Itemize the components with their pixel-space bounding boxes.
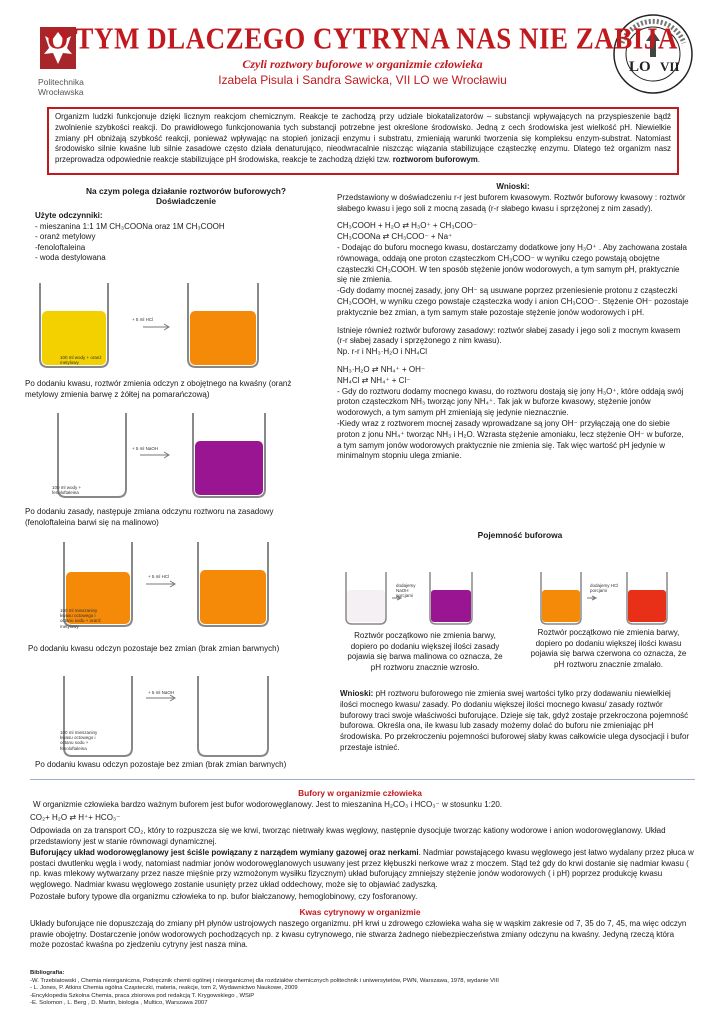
politechnika-name-1: Politechnika [38, 77, 84, 87]
equation-4: NH₄Cl ⇄ NH₄⁺ + Cl⁻ [337, 375, 411, 385]
intro-bold: roztworom buforowym [392, 155, 478, 165]
bufory-p1: Odpowiada on za transport CO₂, który to rozpuszcza się we krwi, tworząc nietrwały kwas węglowy, następnie dysocjuje tworząc kationy wodorowe i anion wodorowęglanowy. Układ przedstawiony jest w stanie równowagi dynamicznej. [30, 826, 666, 846]
section-divider [30, 779, 695, 780]
bufory-p2-bold: Buforujący układ wodorowęglanowy jest ściśle powiązany z narządem wymiany gazowej oraz nerkami [30, 848, 419, 857]
exp2-arrow-label: + 5 ml NaOH [132, 446, 159, 451]
exp4-caption: Po dodaniu kwasu odczyn pozostaje bez zmian (brak zmian barwnych) [35, 760, 287, 769]
wnioski-2-title: Wnioski: [340, 689, 374, 698]
wnioski-2 [340, 689, 690, 754]
bibliography-title: Bibliografia: [30, 970, 65, 976]
bufory-p2 [30, 848, 695, 890]
reagents-list [35, 211, 335, 264]
intro-box [47, 107, 679, 175]
capacity-label-left: dodajemy NaOH porcjami [396, 583, 416, 599]
wnioski-p3: -Gdy dodamy mocnej zasady, jony OH⁻ są usuwane poprzez przeniesienie protonu z cząsteczki CH₃COOH, w wyniku czego powstaje cząsteczka wody i anion CH₃COO⁻. Stężenie OH⁻ pozostaje praktycznie bez zmian, a tym samym stałe pozostaje stężenie jonów wodorowych i pH. [337, 286, 689, 317]
pojemnosc-title: Pojemność buforowa [477, 530, 563, 540]
wnioski-2-text: pH roztworu buforowego nie zmienia swej wartości tylko przy dodawaniu niewielkiej ilości mocnego kwasu/ zasady. Po dodaniu większej ilości mocnego kwasu/ zasady roztwór buforowy traci swoje właściwości buforujące. Dzieje się tak, gdyż zostaje przekroczona pojemność buforowa. Określa ona, ile kwasu lub zasady możemy dolać do buforu nie zmieniając pH środowiska. Po przekroczeniu pojemności buforowej słaby kwas całkowicie ulega dysocjacji i bufor przestaje istnieć. [340, 689, 690, 752]
exp1-beaker-label: 100 ml wody + oranż metylowy [60, 355, 102, 366]
bibliography-item: -E. Solomon , L. Berg , D. Martin, biologia , Multico, Warszawa 2007 [30, 1000, 208, 1006]
exp4-arrow-label: + 5 ml NaOH [148, 690, 175, 695]
svg-text:VII: VII [660, 59, 680, 74]
bibliography-item: -Encyklopedia Szkolna Chemia, praca zbiorowa pod redakcją T. Krygowskiego , WSiP [30, 992, 255, 999]
bibliography-item: -W. Trzebiatowski , Chemia nieorganiczna, Podręcznik chemii ogólnej i nieorganicznej dla rozdziałów chemicznych politechnik i uniwersytetów, PWN, Warszawa, 1978, wydanie VIII [30, 977, 499, 984]
exp2-caption: Po dodaniu zasady, następuje zmiana odczynu roztworu na zasadowy (fenoloftaleina barwi się na malinowo) [25, 507, 274, 527]
equation-1: CH₃COOH + H₂O ⇄ H₃O⁺ + CH₃COO⁻ [337, 221, 478, 231]
bufory-title: Bufory w organizmie człowieka [298, 788, 422, 798]
poster-subtitle: Czyli roztwory buforowe w organizmie człowieka [242, 57, 483, 71]
reagent-2: - oranż metylowy [35, 232, 96, 242]
reagent-1: - mieszanina 1:1 1M CH₃COONa oraz 1M CH₃COOH [35, 221, 225, 231]
reagent-3: -fenoloftaleina [35, 242, 86, 252]
capacity-label-right: dodajemy HCl porcjami [590, 583, 619, 594]
exp3-arrow-label: + 5 ml HCl [148, 574, 170, 579]
bufory-p3: Pozostałe bufory typowe dla organizmu człowieka to np. bufor białczanowy, hemoglobinowy, czy fosforanowy. [30, 892, 418, 901]
wnioski-title: Wnioski: [496, 182, 530, 191]
left-heading [28, 186, 344, 206]
exp3-beaker-label: 100 ml mieszaniny kwasu octowego i octanu sodu + oranż metylowy [60, 608, 101, 629]
poster-authors: Izabela Pisula i Sandra Sawicka, VII LO we Wrocławiu [218, 73, 507, 87]
intro-end: . [477, 155, 480, 165]
wnioski-p2: - Dodając do buforu mocnego kwasu, dostarczamy dodatkowe jony H₃O⁺ . Aby zachowana została równowaga, oddają one proton cząsteczkom CH₃COO⁻ w wyniku czego powstają obojętne cząsteczki CH₃COOH. W ten sposób stężenie jonów wodorowych, a tym samym pH, praktycznie się nie zmienia. [337, 242, 687, 285]
exp2-beaker-label: 100 ml wody + fenoloftaleina [52, 485, 82, 496]
wnioski-p5: - Gdy do roztworu dodamy mocnego kwasu, do roztworu dostają się jony H₃O⁺, które oddają swój proton cząsteczkom NH₃ tworząc jony NH₄⁺. Tak jak w buforze kwasowy, stężenie jonów wodorowych, a tym samym pH zmieniają się jedynie nieznacznie. [337, 386, 684, 418]
capacity-caption-left: Roztwór początkowo nie zmienia barwy, dopiero po dodaniu większej ilości zasady pojawia się barwa malinowa co oznacza, że pH roztworu znacznie wzrosło. [347, 631, 503, 672]
bibliography [30, 970, 695, 1008]
wnioski-p4b: Np. r-r i NH₃·H₂O i NH₄Cl [337, 347, 428, 357]
left-heading-1: Na czym polega działanie roztworów buforowych? [85, 186, 287, 196]
poster-title: O TYM DLACZEGO CYTRYNA NAS NIE ZABIJA [47, 20, 678, 56]
politechnika-name-2: Wrocławska [38, 87, 84, 97]
exp1-arrow-label: + 5 ml HCl [132, 317, 154, 322]
capacity-figure-right [535, 568, 695, 626]
kwas-p4: Układy buforujące nie dopuszczają do zmiany pH płynów ustrojowych naszego organizmu. pH krwi u zdrowego człowieka waha się w wąskim zakresie od 7, 35 do 7, 45, ma więc odczyn prawie obojętny. Dostarczenie jonów wodorowych pochodzących np. z kwasu cytrynowego, nie stwarza żadnego niebezpieczeństwa zmiany odczynu na kwaśny. Jedyną rzeczą która może pozostać kwaśna po zjedzeniu cytryny jest nasza mina. [30, 919, 687, 950]
bufory-equation: CO₂+ H₂O ⇄ H⁺+ HCO₃⁻ [30, 813, 121, 822]
exp4-beaker-label: 100 ml mieszaniny kwasu octowego i octanu sodu + fenoloftaleina [60, 730, 98, 751]
intro-text: Organizm ludzki funkcjonuje dzięki licznym reakcjom chemicznym. Reakcje te zachodzą przy udziale biokatalizatorów – substancji wpływających na przyspieszenie bądź zwolnienie szybkości reakcji. Do prawidłowego funkcjonowania tych substancji potrzebne jest określone środowisko. Jedną z cech środowiska jest wielkość pH. Niewielkie zmiany pH obniżają szybkość reakcji, ponieważ wpływając na stopień jonizacji enzymu i substratu, zmieniają warunki tworzenia się kompleksu enzym-substrat. Natomiast środowisko silnie kwaśne lub silnie zasadowe często działa denaturująco, nieodwracalnie niszcząc wiązania stabilizujące cząsteczkę enzymu. Dlatego też organizm nasz przeprowadza odpowiednie reakcje stabilizujące pH środowiska, reakcje te zachodzą dzięki tzw. [55, 112, 671, 165]
reagent-4: - woda destylowana [35, 253, 106, 263]
bufory-line1: W organizmie człowieka bardzo ważnym buforem jest bufor wodorowęglanowy. Jest to mieszanina H₂CO₃ i HCO₃⁻ w stosunku 1:20. [33, 800, 502, 809]
exp1-caption: Po dodaniu kwasu, roztwór zmienia odczyn z obojętnego na kwaśny (oranż metylowy zmienia barwę z żółtej na pomarańczową) [25, 379, 292, 399]
right-column [337, 182, 689, 462]
reagents-title: Użyte odczynniki: [35, 211, 103, 220]
wnioski-p6: -Kiedy wraz z roztworem mocnej zasady wprowadzane są jony OH⁻ przyłączają one do siebie proton z jonu NH₄⁺ tworząc NH₃ i H₂O. Wzrasta stężenie amoniaku, lecz stężenie OH⁻ w buforze, a tym samym jonów wodorowych praktycznie nie zmienia się. Tak więc wartość pH jedynie w minimalnym stopniu ulega zmianie. [337, 418, 684, 461]
bibliography-item: - L. Jones, P. Atkins Chemia ogólna Cząsteczki, materia, reakcje, tom 2, Wydawnictwo Naukowe, 2009 [30, 985, 298, 991]
wnioski-p4: Istnieje również roztwór buforowy zasadowy: roztwór słabej zasady i jego soli z mocnym kwasem (r-r słabej zasady i sprzężonego z nim kwasu). [337, 325, 681, 346]
svg-text:LO: LO [629, 59, 651, 75]
bufory-p2-text: . Nadmiar powstającego kwasu węglowego jest łatwo wydalany przez płuca w postaci dwutlenku węgla i wody, natomiast nadmiar jonów wodorowęglanowych usuwany jest przez kłębuszki nerkowe wraz z moczem. Stąd też gdy do krwi dostanie się nadmiar kwasu ( np. kwas mlekowy wytwarzany przez nasze mięśnie przy wzmożonym wysiłku fizycznym) układ buforujący zmniejszy stężenie jonów wodorowych ( i pH) poprzez produkcję kwasu węglowego. Nadmiar kwasu węglowego zostanie usunięty przez układ oddechowy, może się to objawiać zadyszką. [30, 848, 694, 889]
capacity-caption-right: Roztwór początkowo nie zmienia barwy, dopiero po dodaniu większej ilości kwasu pojawia się barwa czerwona co oznacza, że pH roztworu znacznie zmalało. [530, 628, 687, 669]
equation-2: CH₃COONa ⇄ CH₃COO⁻ + Na⁺ [337, 232, 453, 242]
kwas-title: Kwas cytrynowy w organizmie [299, 907, 421, 917]
left-heading-2: Doświadczenie [155, 196, 217, 206]
equation-3: NH₃·H₂O ⇄ NH₄⁺ + OH⁻ [337, 364, 426, 374]
wnioski-p1: Przedstawiony w doświadczeniu r-r jest buforem kwasowym. Roztwór buforowy kwasowy : roztwór słabego kwasu i jego soli z mocną zasadą (r-r słabego kwasu i sprzężonej z nim zasady). [337, 192, 686, 213]
exp3-caption: Po dodaniu kwasu odczyn pozostaje bez zmian (brak zmian barwnych) [28, 644, 280, 653]
